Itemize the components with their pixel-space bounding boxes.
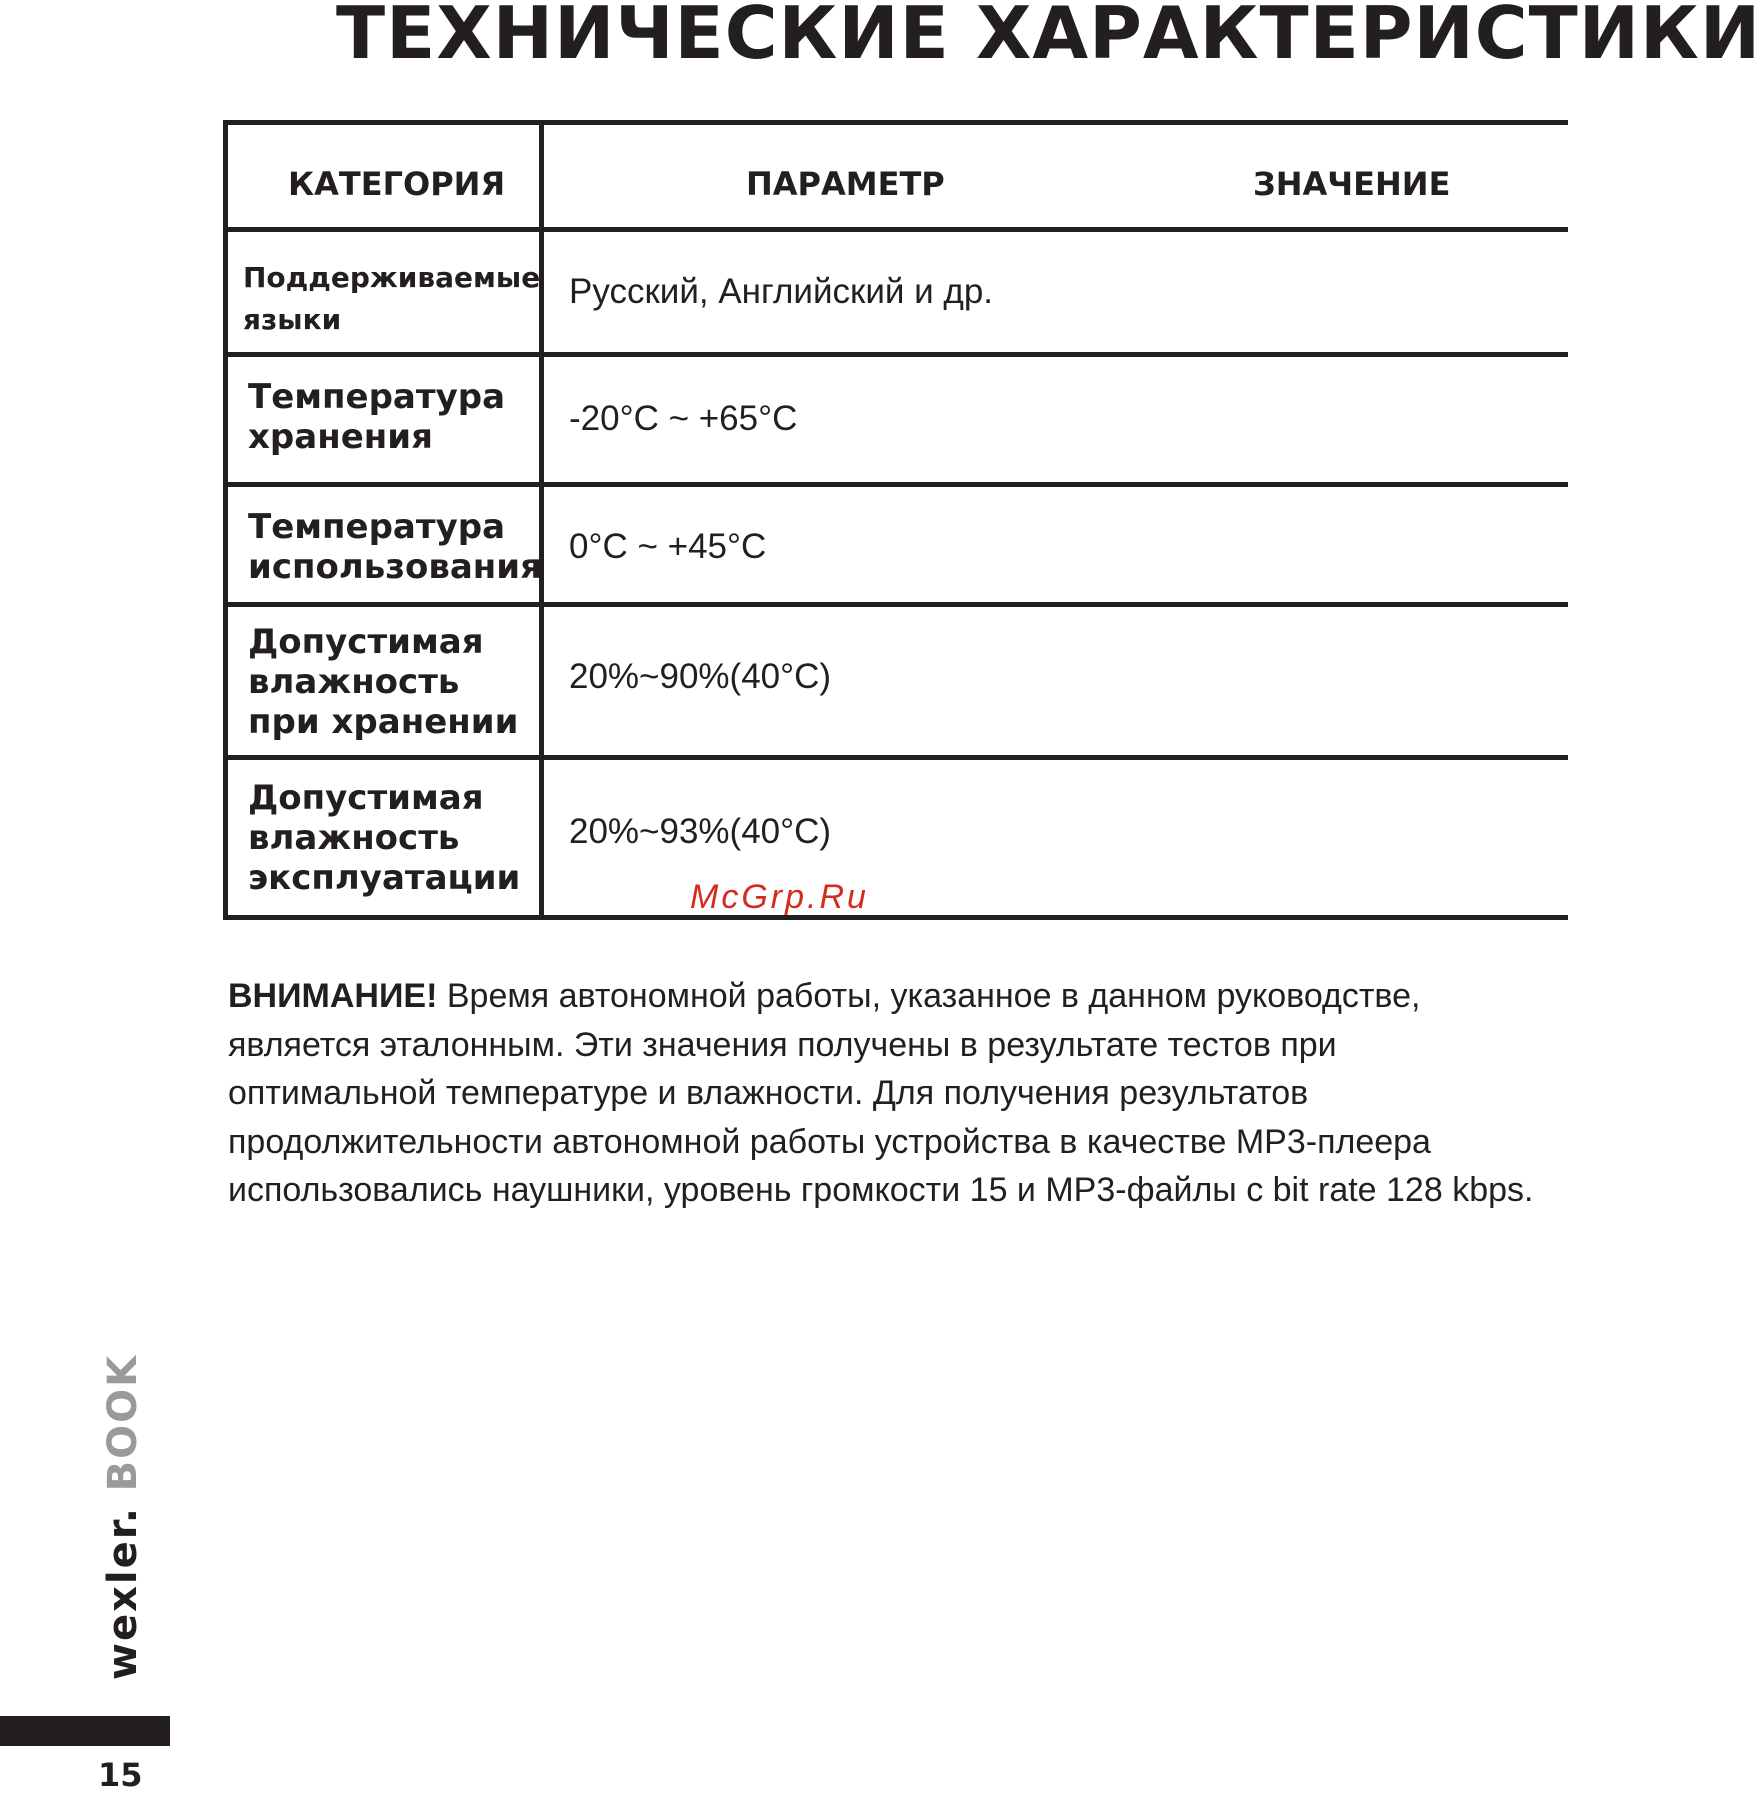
notice-paragraph: [228, 972, 1548, 1215]
brand-logo: [100, 1354, 146, 1680]
header-value: ЗНАЧЕНИЕ: [1253, 165, 1451, 203]
spec-table: [223, 120, 1568, 920]
table-row: [228, 760, 1568, 915]
table-row: [228, 357, 1568, 482]
table-row: [228, 232, 1568, 352]
row-category: Допустимая влажность при хранении: [248, 622, 519, 742]
brand-suffix: BOOK: [100, 1353, 146, 1492]
page-number-bar: [0, 1716, 170, 1746]
page-number: 15: [98, 1756, 143, 1794]
notice-label: ВНИМАНИЕ!: [228, 977, 438, 1015]
row-value: 0°C ~ +45°C: [569, 527, 767, 566]
row-value: 20%~90%(40°C): [569, 657, 832, 696]
table-row: [228, 607, 1568, 755]
brand-name: wexler.: [100, 1506, 146, 1680]
watermark-text: McGrp.Ru: [690, 878, 869, 916]
row-category: Поддерживаемые языки: [243, 261, 541, 336]
page-title: ТЕХНИЧЕСКИЕ ХАРАКТЕРИСТИКИ: [336, 0, 1761, 75]
header-parameter: ПАРАМЕТР: [746, 165, 945, 203]
row-value: -20°C ~ +65°C: [569, 399, 798, 438]
row-value: Русский, Английский и др.: [569, 272, 994, 311]
row-category: Температура использования: [248, 507, 542, 587]
row-category: Допустимая влажность эксплуатации: [248, 778, 521, 898]
table-row: [228, 487, 1568, 602]
header-category: КАТЕГОРИЯ: [288, 165, 506, 203]
row-category: Температура хранения: [248, 377, 506, 457]
row-value: 20%~93%(40°C): [569, 812, 832, 851]
notice-text: Время автономной работы, указанное в данном руководстве, является эталонным. Эти значения получены в результате тестов при оптимальной температуре и влажности. Для получения результатов продолжительности автономной работы устройства в качестве MP3-плеера использовались наушники, уровень громкости 15 и MP3-файлы с bit rate 128 kbps.: [228, 977, 1534, 1209]
